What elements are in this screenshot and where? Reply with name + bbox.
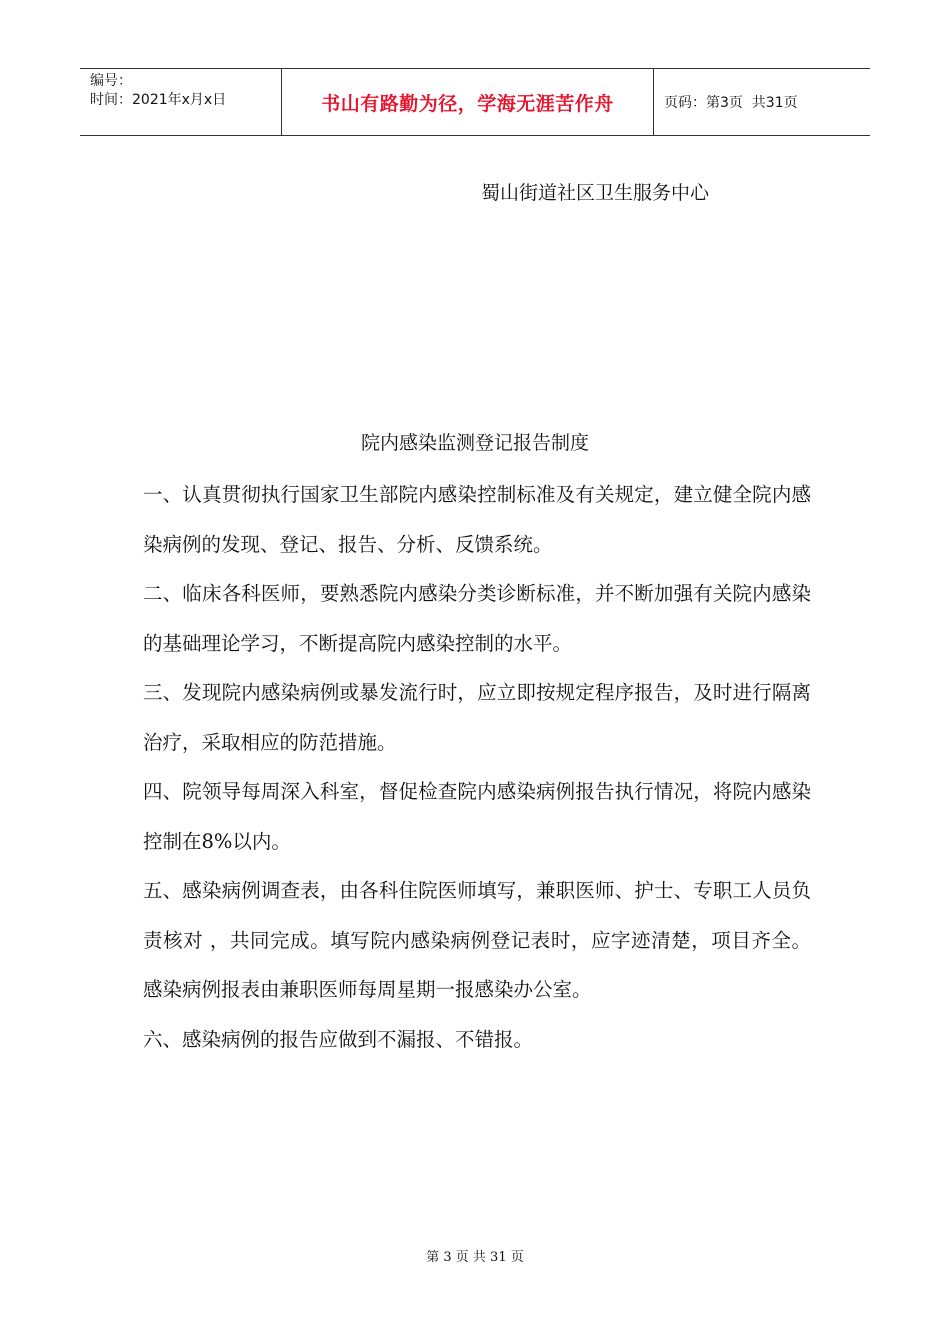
header-motto: 书山有路勤为径，学海无涯苦作舟 [321,92,614,115]
header-motto-cell [282,69,654,135]
header-page-indicator: 页码：第3页 共31页 [664,95,798,111]
paragraph-5: 五、感染病例调查表，由各科住院医师填写，兼职医师、护士、专职工人员负责核对 ，共同完成。填写院内感染病例登记表时，应字迹清楚，项目齐全。感染病例报表由兼职医师每周星期一报感染办公室。 [143,879,811,1001]
paragraph-3: 三、发现院内感染病例或暴发流行时，应立即按规定程序报告，及时进行隔离治疗，采取相应的防范措施。 [143,681,811,754]
page-footer: 第 3 页 共 31 页 [426,1250,524,1265]
document-number-label: 编号： [90,73,132,89]
organization-name: 蜀山街道社区卫生服务中心 [481,182,710,204]
document-time-label: 时间：2021年x月x日 [90,92,227,108]
paragraph-1: 一、认真贯彻执行国家卫生部院内感染控制标准及有关规定，建立健全院内感染病例的发现、登记、报告、分析、反馈系统。 [143,483,811,556]
page-header [80,68,870,136]
paragraph-6: 六、感染病例的报告应做到不漏报、不错报。 [143,1027,534,1051]
header-pager-cell [654,69,870,135]
header-meta-cell [80,69,282,135]
paragraph-2: 二、临床各科医师，要熟悉院内感染分类诊断标准，并不断加强有关院内感染的基础理论学习，不断提高院内感染控制的水平。 [143,582,811,655]
document-title: 院内感染监测登记报告制度 [360,432,589,454]
document-body [143,470,811,1064]
paragraph-4: 四、院领导每周深入科室，督促检查院内感染病例报告执行情况，将院内感染控制在8%以内。 [143,780,811,853]
